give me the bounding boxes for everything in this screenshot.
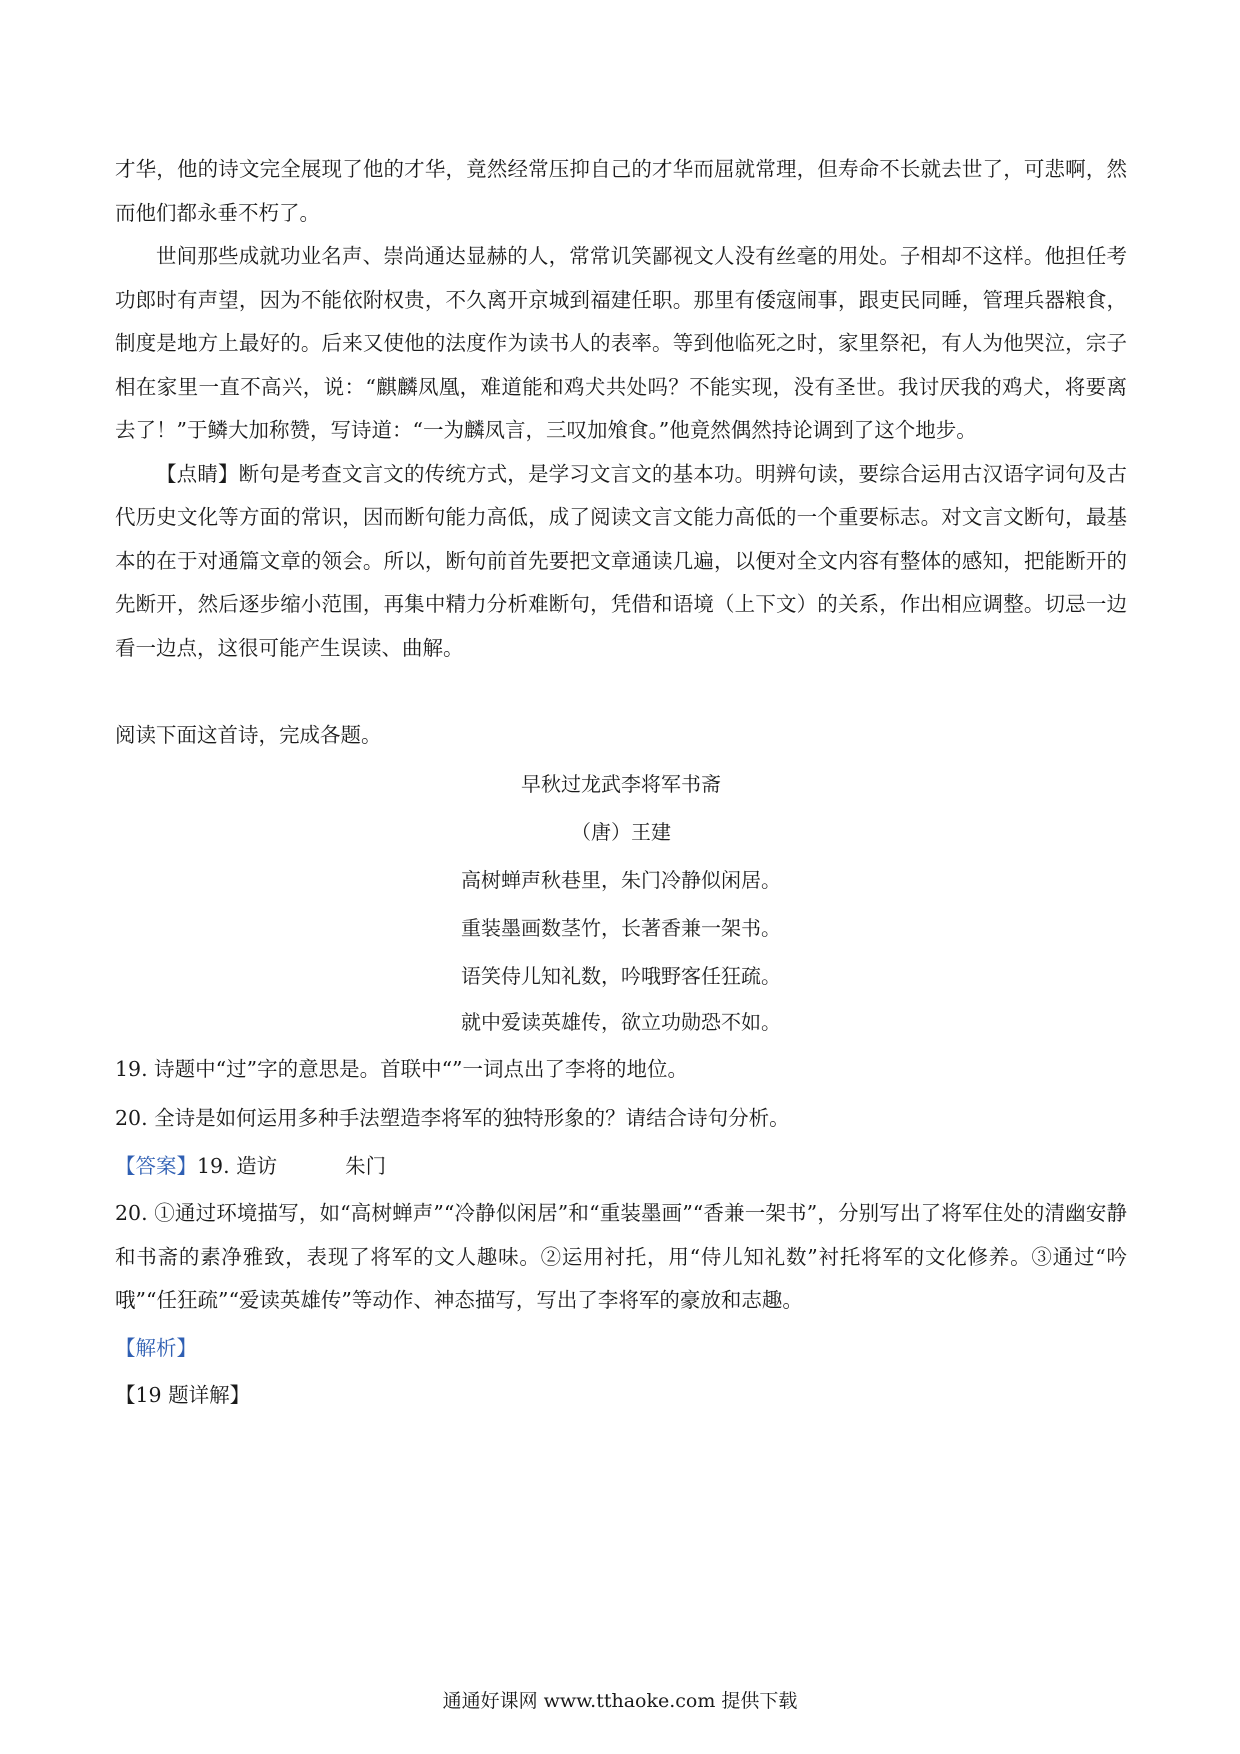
answer-19-meaning: 19. 造访 bbox=[197, 1153, 278, 1178]
section-spacer bbox=[115, 670, 1127, 714]
poem-author: （唐）王建 bbox=[571, 819, 671, 844]
document-body bbox=[115, 148, 1127, 1418]
answer-label: 【答案】 bbox=[115, 1153, 197, 1178]
reading-instruction: 阅读下面这首诗，完成各题。 bbox=[115, 723, 382, 747]
analysis-label: 【解析】 bbox=[115, 1335, 197, 1360]
answer-19 bbox=[115, 1145, 1127, 1189]
poem bbox=[115, 760, 1127, 1044]
poem-line: 语笑侍儿知礼数，吟哦野客任狂疏。 bbox=[461, 963, 781, 988]
poem-title: 早秋过龙武李将军书斋 bbox=[521, 771, 721, 796]
page-footer: 通通好课网 www.tthaoke.com 提供下载 bbox=[442, 1690, 798, 1712]
answer-20: 20. ①通过环境描写，如“高树蝉声”“冷静似闲居”和“重装墨画”“香兼一架书”，分别写出了将军住处的清幽安静和书斋的素净雅致，表现了将军的文人趣味。②运用衬托，用“侍儿知礼数”衬托将军的文化修养。③通过“吟哦”“任狂疏”“爱读英雄传”等动作、神态描写，写出了李将军的豪放和志趣。 bbox=[115, 1201, 1127, 1312]
tip-text: 断句是考查文言文的传统方式，是学习文言文的基本功。明辨句读，要综合运用古汉语字词句及古代历史文化等方面的常识，因而断句能力高低，成了阅读文言文能力高低的一个重要标志。对文言文断句，最基本的在于对通篇文章的领会。所以，断句前首先要把文章通读几遍，以便对全文内容有整体的感知，把能断开的先断开，然后逐步缩小范围，再集中精力分析难断句，凭借和语境（上下文）的关系，作出相应调整。切忌一边看一边点，这很可能产生误读、曲解。 bbox=[115, 461, 1128, 660]
passage-paragraph-1: 才华，他的诗文完全展现了他的才华，竟然经常压抑自己的才华而屈就常理，但寿命不长就去世了，可悲啊，然而他们都永垂不朽了。 bbox=[115, 157, 1127, 225]
tip-paragraph bbox=[115, 453, 1127, 671]
passage-paragraph-2: 世间那些成就功业名声、崇尚通达显赫的人，常常讥笑鄙视文人没有丝毫的用处。子相却不这样。他担任考功郎时有声望，因为不能依附权贵，不久离开京城到福建任职。那里有倭寇闹事，跟吏民同睡，管理兵器粮食，制度是地方上最好的。后来又使他的法度作为读书人的表率。等到他临死之时，家里祭祀，有人为他哭泣，宗子相在家里一直不高兴，说：“麒麟凤凰，难道能和鸡犬共处吗？不能实现，没有圣世。我讨厌我的鸡犬，将要离去了！”于鳞大加称赞，写诗道：“一为麟凤言，三叹加飧食。”他竟然偶然持论调到了这个地步。 bbox=[115, 244, 1127, 442]
poem-line: 重装墨画数茎竹，长著香兼一架书。 bbox=[461, 915, 781, 940]
question-20: 20. 全诗是如何运用多种手法塑造李将军的独特形象的？请结合诗句分析。 bbox=[115, 1106, 790, 1130]
question-19-detail-label: 【19 题详解】 bbox=[115, 1383, 251, 1407]
tip-label: 【点睛】 bbox=[156, 461, 239, 486]
poem-line: 高树蝉声秋巷里，朱门冷静似闲居。 bbox=[461, 867, 781, 892]
question-19: 19. 诗题中“过”字的意思是。首联中“”一词点出了李将的地位。 bbox=[115, 1056, 689, 1081]
answer-19-word: 朱门 bbox=[345, 1153, 387, 1178]
poem-line: 就中爱读英雄传，欲立功勋恐不如。 bbox=[461, 1009, 781, 1034]
